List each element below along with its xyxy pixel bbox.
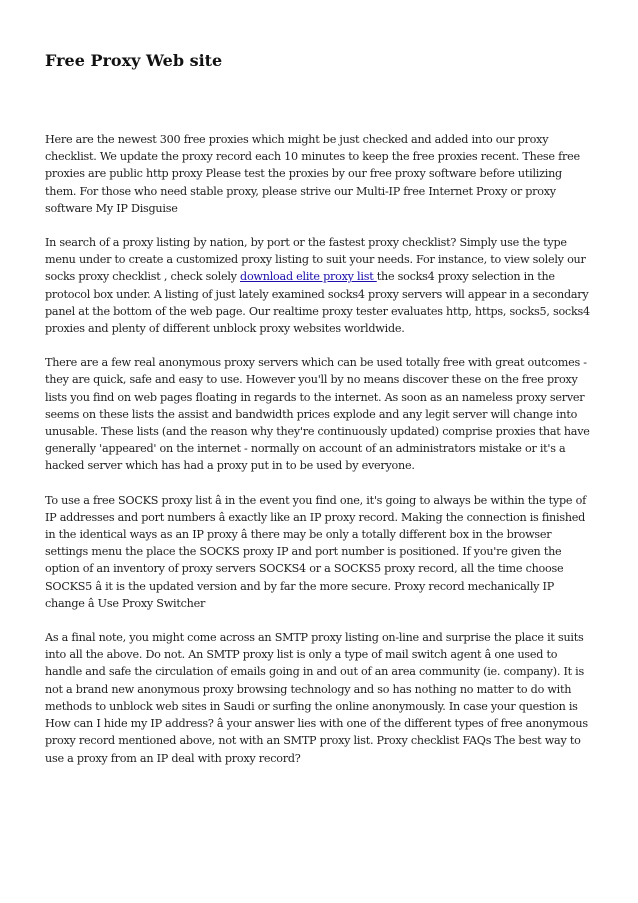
paragraph-3: There are a few real anonymous proxy servers which can be used totally free with great outcomes - they are quick, safe and easy to use. However you'll by no means discover these on the free proxy lists you find on web pages floating in regards to the internet. As soon as an nameless proxy server seems on these lists the assist and bandwidth prices explode and any legit server will change into unusable. These lists (and the reason why they're continuously updated) comprise proxies that have generally 'appeared' on the internet - normally on account of an administrators mistake or it's a hacked server which has had a proxy put in to be used by everyone. — [45, 356, 590, 473]
paragraph-2-tail: the socks4 proxy selection in the protocol box under. A listing of just lately examined socks4 proxy servers will appear in a secondary panel at the bottom of the web page. Our realtime proxy tester evaluates http, https, socks5, socks4 proxies and plenty of different unblock proxy websites worldwide. — [45, 270, 590, 336]
paragraph-2-lead: In search of a proxy listing by nation, by port or the fastest proxy checklist? Simply use the type menu under to create a customized proxy listing to suit your needs. For instance, to view solely our socks proxy checklist , check solely — [45, 236, 586, 284]
paragraph-4: To use a free SOCKS proxy list â in the event you find one, it's going to always be within the type of IP addresses and port numbers â exactly like an IP proxy record. Making the connection is finished in the identical ways as an IP proxy â there may be only a totally different box in the browser settings menu the place the SOCKS proxy IP and port number is positioned. If you're given the option of an inventory of proxy servers SOCKS4 or a SOCKS5 proxy record, all the time choose SOCKS5 â it is the updated version and by far the more secure. Proxy record mechanically IP change â Use Proxy Switcher — [45, 493, 586, 610]
paragraph-5: As a final note, you might come across an SMTP proxy listing on-line and surprise the place it suits into all the above. Do not. An SMTP proxy list is only a type of mail switch agent â one used to handle and safe the circulation of emails going in and out of an area community (ie. company). It is not a brand new anonymous proxy browsing technology and so has nothing no matter to do with methods to unblock web sites in Saudi or surfing the online anonymously. In case your question is How can I hide my IP address? â your answer lies with one of the different types of free anonymous proxy record mentioned above, not with an SMTP proxy list. Proxy checklist FAQs The best way to use a proxy from an IP deal with proxy record? — [45, 631, 588, 765]
page-title: Free Proxy Web site — [45, 51, 223, 70]
paragraph-1: Here are the newest 300 free proxies which might be just checked and added into our proxy checklist. We update the proxy record each 10 minutes to keep the free proxies recent. These free proxies are public http proxy Please test the proxies by our free proxy software before utilizing them. For those who need stable proxy, please strive our Multi-IP free Internet Proxy or proxy software My IP Disguise — [45, 133, 580, 215]
paragraph-2 — [45, 234, 595, 337]
article-body — [45, 131, 595, 784]
download-elite-proxy-list-link[interactable]: download elite proxy list — [240, 270, 377, 284]
